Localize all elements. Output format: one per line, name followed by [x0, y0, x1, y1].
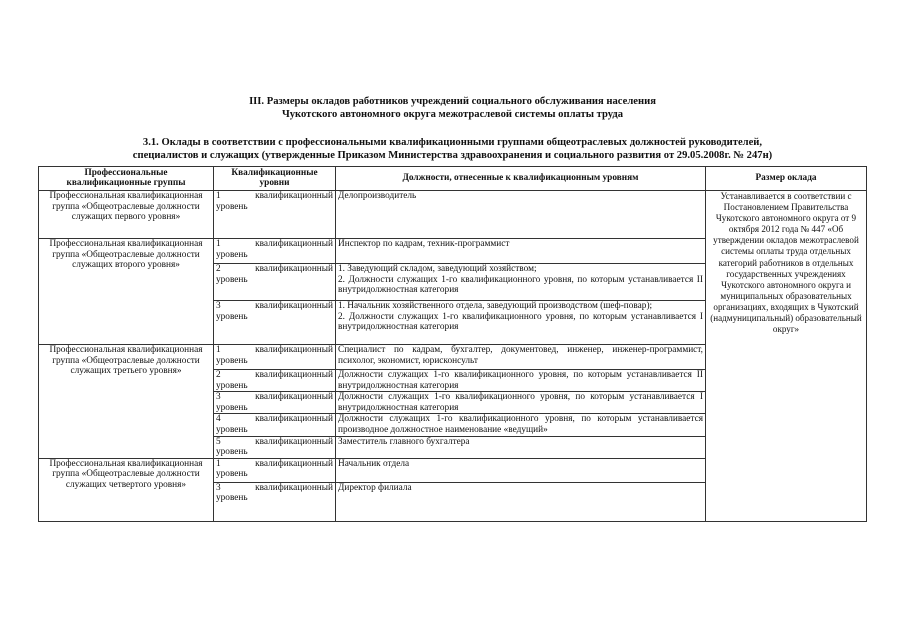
subsection-title: [0, 136, 905, 162]
table-row: [39, 191, 867, 239]
positions-cell: [336, 239, 706, 264]
level-word: квалификационный: [255, 414, 333, 425]
level-cell: [214, 191, 336, 239]
level-word-2: уровень: [216, 402, 248, 413]
level-word: квалификационный: [255, 458, 333, 469]
salary-note: Устанавливается в соответствии с Постановлением Правительства Чукотского автономного округа от 9 октября 2012 года № 447 «Об утверждении окладов межотраслевой системы оплаты труда отдельных категорий работников в отдельных государственных учреждениях Чукотского автономного округа и муниципальных образовательных организациях, входящих в Чукотский (надмуниципальный) образовательный округ»: [706, 191, 867, 522]
level-word-2: уровень: [216, 424, 248, 435]
position-text: 1. Начальник хозяйственного отдела, заведующий производством (шеф-повар);: [338, 301, 653, 311]
level-word-2: уровень: [216, 493, 248, 504]
level-number: 1: [216, 345, 221, 355]
subsection-title-line-2: специалистов и служащих (утвержденные Приказом Министерства здравоохранения и социального развития от 29.05.2008г. № 247н): [132, 150, 773, 161]
level-number: 2: [216, 264, 221, 274]
level-number: 1: [216, 191, 221, 201]
header-level: Квалификационные уровни: [214, 167, 336, 191]
level-cell: [214, 239, 336, 264]
level-cell: [214, 436, 336, 458]
level-word: квалификационный: [255, 482, 333, 493]
position-text: 2. Должности служащих 1-го квалификационного уровня, по которым устанавливается I внутридолжностная категория: [338, 311, 703, 333]
positions-cell: [336, 392, 706, 414]
header-row: [39, 167, 867, 191]
positions-cell: [336, 345, 706, 370]
level-number: 1: [216, 458, 221, 469]
position-text: Специалист по кадрам, бухгалтер, документовед, инженер, инженер-программист, психолог, экономист, юрисконсульт: [338, 345, 703, 366]
level-number: 3: [216, 482, 221, 493]
position-text: Делопроизводитель: [338, 191, 417, 201]
positions-cell: [336, 458, 706, 482]
positions-cell: [336, 191, 706, 239]
positions-cell: [336, 436, 706, 458]
level-cell: [214, 482, 336, 521]
position-text: 1. Заведующий складом, заведующий хозяйством;: [338, 264, 537, 274]
level-word: квалификационный: [255, 370, 333, 380]
level-word-2: уровень: [216, 249, 248, 260]
level-word-2: уровень: [216, 469, 248, 480]
section-title-line-1: III. Размеры окладов работников учреждений социального обслуживания населения: [249, 96, 656, 107]
header-salary: Размер оклада: [706, 167, 867, 191]
level-word: квалификационный: [255, 436, 333, 447]
position-text: Инспектор по кадрам, техник-программист: [338, 239, 510, 249]
level-cell: [214, 458, 336, 482]
level-word: квалификационный: [255, 345, 333, 355]
level-cell: [214, 345, 336, 370]
group-name: Профессиональная квалификационная группа «Общеотраслевые должности служащих второго уровня»: [39, 239, 214, 345]
positions-cell: [336, 414, 706, 436]
position-text: Начальник отдела: [338, 458, 410, 469]
level-word-2: уровень: [216, 380, 248, 391]
level-word: квалификационный: [255, 392, 333, 403]
level-number: 3: [216, 392, 221, 403]
level-number: 3: [216, 301, 221, 311]
level-word-2: уровень: [216, 355, 248, 366]
level-word-2: уровень: [216, 201, 248, 212]
section-title-line-2: Чукотского автономного округа межотраслевой системы оплаты труда: [281, 109, 624, 120]
position-text: Заместитель главного бухгалтера: [338, 436, 470, 447]
subsection-title-line-1: 3.1. Оклады в соответствии с профессиональными квалификационными группами общеотраслевых должностей руководителей,: [142, 137, 763, 148]
level-word: квалификационный: [255, 191, 333, 201]
salary-table: [38, 166, 867, 522]
group-name: Профессиональная квалификационная группа «Общеотраслевые должности служащих первого уровня»: [39, 191, 214, 239]
level-word: квалификационный: [255, 301, 333, 311]
level-cell: [214, 414, 336, 436]
level-word-2: уровень: [216, 274, 248, 285]
level-word: квалификационный: [255, 239, 333, 249]
position-text: Директор филиала: [338, 482, 412, 493]
group-name: Профессиональная квалификационная группа «Общеотраслевые должности служащих третьего уровня»: [39, 345, 214, 459]
level-cell: [214, 264, 336, 301]
table-body: [39, 191, 867, 522]
level-number: 1: [216, 239, 221, 249]
level-word: квалификационный: [255, 264, 333, 274]
header-group: Профессиональные квалификационные группы: [39, 167, 214, 191]
position-text: Должности служащих 1-го квалификационного уровня, по которым устанавливается производное должностное наименование «ведущий»: [338, 414, 703, 435]
level-cell: [214, 392, 336, 414]
level-number: 4: [216, 414, 221, 425]
header-positions: Должности, отнесенные к квалификационным уровням: [336, 167, 706, 191]
positions-cell: [336, 264, 706, 301]
level-cell: [214, 370, 336, 392]
level-number: 2: [216, 370, 221, 380]
level-word-2: уровень: [216, 447, 248, 458]
positions-cell: [336, 301, 706, 345]
level-word-2: уровень: [216, 311, 248, 322]
position-text: Должности служащих 1-го квалификационного уровня, по которым устанавливается I внутридолжностная категория: [338, 392, 703, 413]
group-name: Профессиональная квалификационная группа «Общеотраслевые должности служащих четвертого уровня»: [39, 458, 214, 521]
positions-cell: [336, 370, 706, 392]
section-title: [0, 95, 905, 121]
level-cell: [214, 301, 336, 345]
position-text: 2. Должности служащих 1-го квалификационного уровня, по которым устанавливается II внутридолжностная категория: [338, 274, 703, 296]
position-text: Должности служащих 1-го квалификационного уровня, по которым устанавливается II внутридолжностная категория: [338, 370, 703, 391]
level-number: 5: [216, 436, 221, 447]
positions-cell: [336, 482, 706, 521]
